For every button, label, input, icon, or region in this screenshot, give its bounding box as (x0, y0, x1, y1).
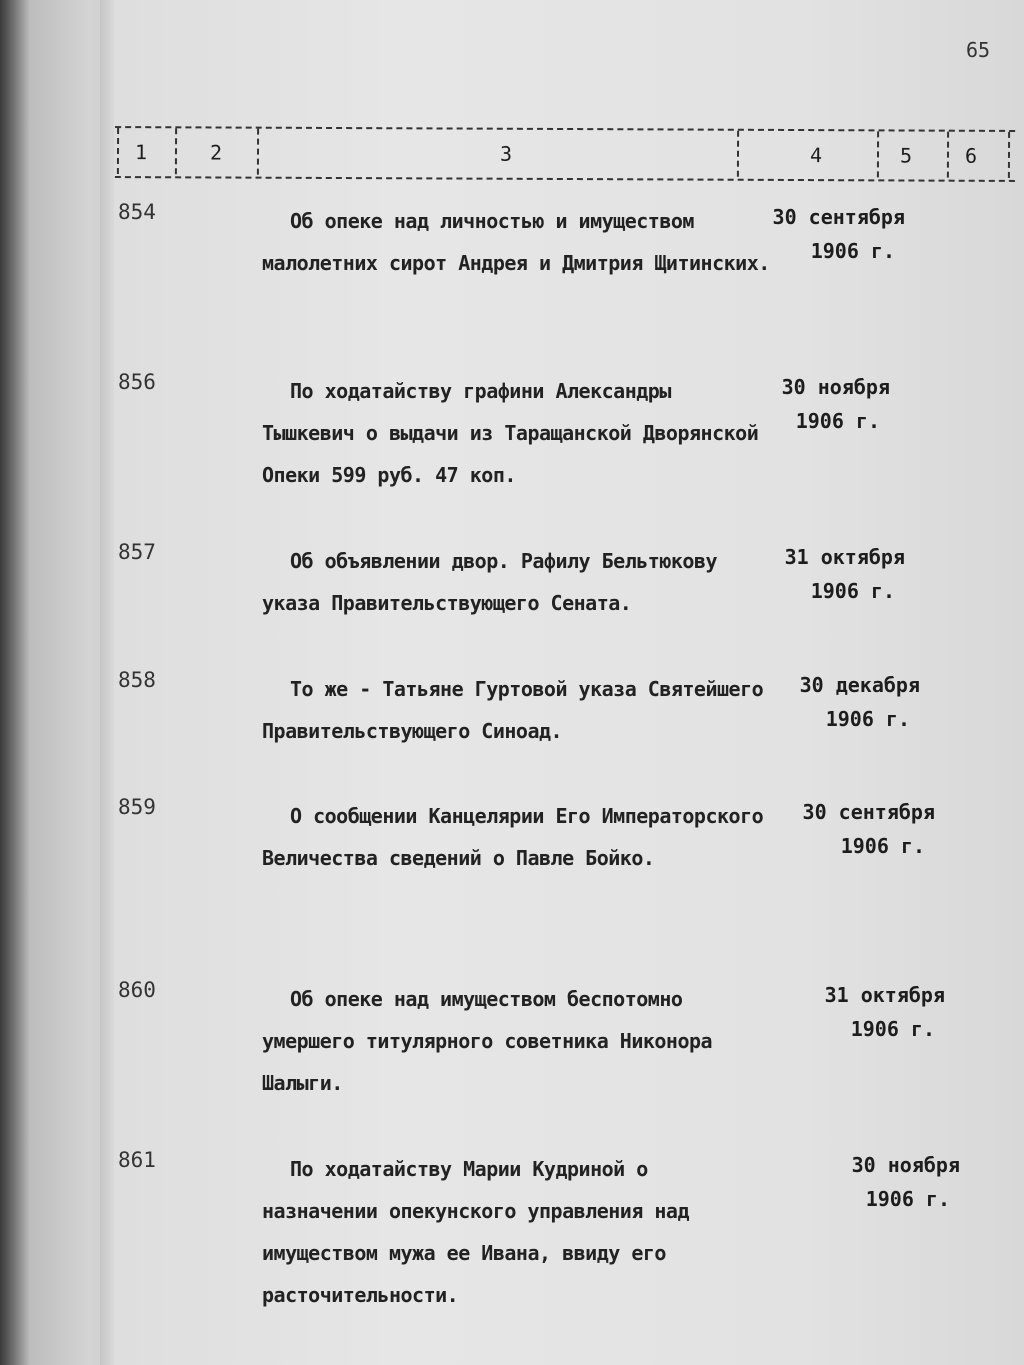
entry-number: 861 (118, 1148, 156, 1172)
column-number: 6 (964, 143, 978, 168)
entry-number: 860 (118, 978, 156, 1002)
entry-description: То же - Татьяне Гуртовой указа Святейшего Правительствующего Синоад. (262, 677, 764, 743)
entry-number: 857 (118, 540, 156, 564)
entry-date-day-month: 30 сентября (802, 800, 935, 824)
entry-number: 859 (118, 795, 156, 819)
entry-date-year: 1906 г. (840, 834, 925, 858)
column-separator (877, 131, 879, 177)
entry-description: Об опеке над личностью и имуществом малолетних сирот Андрея и Дмитрия Щитинских. (262, 209, 770, 275)
entry-description: По ходатайству графини Александры Тышкевич о выдачи из Таращанской Дворянской Опеки 599 руб. 47 коп. (262, 379, 759, 487)
column-number: 4 (809, 143, 823, 168)
column-separator (175, 128, 177, 174)
entry-date-day-month: 31 октября (824, 983, 945, 1007)
column-number: 3 (499, 141, 513, 166)
entry-number: 858 (118, 668, 156, 692)
entry-date-day-month: 30 сентября (772, 205, 905, 229)
column-separator (1008, 132, 1010, 178)
entry-date (735, 200, 905, 268)
column-separator (737, 131, 739, 177)
entry-date-day-month: 30 ноября (851, 1153, 960, 1177)
entry-date-year: 1906 г. (850, 1017, 935, 1041)
column-number: 1 (134, 140, 148, 165)
entry-date (720, 370, 890, 438)
entry-description: Об объявлении двор. Рафилу Бельтюкову указа Правительствующего Сената. (262, 549, 718, 615)
entry-date (735, 540, 905, 608)
entry-date-day-month: 31 октября (784, 545, 905, 569)
page-fold (100, 0, 114, 1365)
entry-description: По ходатайству Марии Кудриной о назначении опекунского управления над имуществом мужа ее Ивана, ввиду его расточительности. (262, 1157, 690, 1307)
entry-date-day-month: 30 декабря (799, 673, 920, 697)
column-separator (117, 128, 119, 174)
entry-date (775, 978, 945, 1046)
entry-description: О сообщении Канцелярии Его Императорского Величества сведений о Павле Бойко. (262, 804, 764, 870)
entry-date-year: 1906 г. (795, 409, 880, 433)
column-number: 2 (209, 140, 223, 165)
entry-number: 856 (118, 370, 156, 394)
page-number: 65 (966, 38, 991, 62)
entry-date-year: 1906 г. (865, 1187, 950, 1211)
column-separator (257, 129, 259, 175)
column-separator (947, 132, 949, 178)
entry-date-year: 1906 г. (810, 239, 895, 263)
entry-date-day-month: 30 ноября (781, 375, 890, 399)
entry-date (765, 795, 935, 863)
entry-date-year: 1906 г. (810, 579, 895, 603)
entry-date (750, 668, 920, 736)
column-number: 5 (899, 143, 913, 168)
column-header-row (115, 126, 1015, 182)
entry-date (790, 1148, 960, 1216)
entry-number: 854 (118, 200, 156, 224)
entry-date-year: 1906 г. (825, 707, 910, 731)
entry-description: Об опеке над имуществом беспотомно умершего титулярного советника Никонора Шалыги. (262, 987, 713, 1095)
